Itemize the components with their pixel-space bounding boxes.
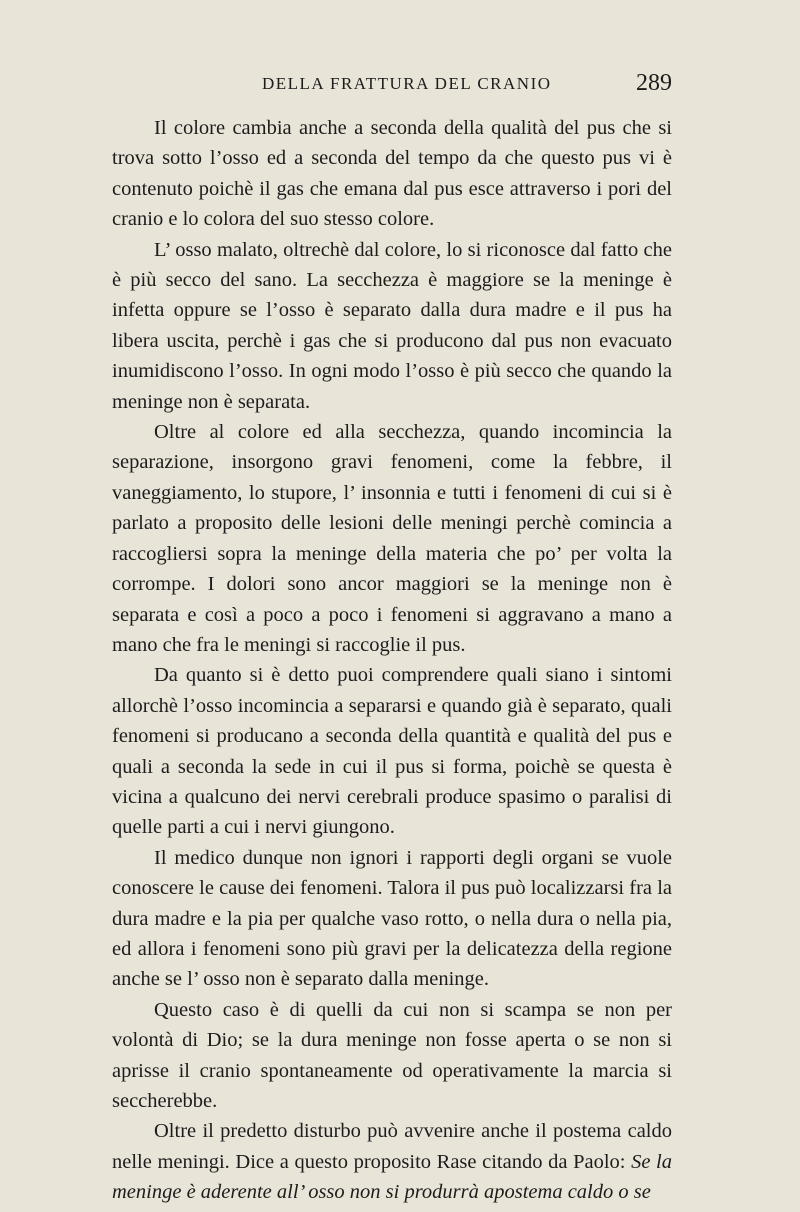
running-head bbox=[112, 70, 672, 110]
italic-quotation: Se la meninge è aderente all’ osso non si produrrà apostema caldo o se bbox=[112, 1150, 672, 1204]
paragraph: Questo caso è di quelli da cui non si scampa se non per volontà di Dio; se la dura meninge non fosse aperta o se non si aprisse il cranio spontaneamente od operativamente la marcia si seccherebbe. bbox=[112, 998, 672, 1112]
paragraph: Il colore cambia anche a seconda della qualità del pus che si trova sotto l’osso ed a seconda del tempo da che questo pus vi è contenuto poichè il gas che emana dal pus esce attraverso i pori del cranio e lo colora del suo stesso colore. bbox=[112, 117, 672, 231]
paragraph: Oltre al colore ed alla secchezza, quando incomincia la separazione, insorgono gravi fenomeni, come la febbre, il vaneggiamento, lo stupore, l’ insonnia e tutti i fenomeni di cui si è parlato a proposito delle lesioni delle meningi perchè comincia a raccogliersi sopra la meninge della materia che po’ per volta la corrompe. I dolori sono ancor maggiori se la meninge non è separata e così a poco a poco i fenomeni si aggravano a mano a mano che fra le meningi si raccoglie il pus. bbox=[112, 421, 672, 656]
body-text bbox=[112, 113, 672, 1208]
paragraph: Da quanto si è detto puoi comprendere quali siano i sintomi allorchè l’osso incomincia a separarsi e quando già è separato, quali fenomeni si producano a seconda della quantità e qualità del pus e quali a seconda la sede in cui il pus si forma, poichè se questa è vicina a qualcuno dei nervi cerebrali produce spasimo o paralisi di quelle parti a cui i nervi giungono. bbox=[112, 664, 672, 839]
paragraph: L’ osso malato, oltrechè dal colore, lo si riconosce dal fatto che è più secco del sano. La secchezza è maggiore se la meninge è infetta oppure se l’osso è separato dalla dura madre e il pus ha libera uscita, perchè i gas che si producono dal pus non evacuato inumidiscono l’osso. In ogni modo l’osso è più secco che quando la meninge non è separata. bbox=[112, 238, 672, 413]
paragraph-last bbox=[112, 1116, 672, 1207]
running-title: DELLA FRATTURA DEL CRANIO bbox=[262, 74, 552, 93]
page-number: 289 bbox=[636, 70, 672, 96]
paragraph-text: Oltre il predetto disturbo può avvenire anche il postema caldo nelle meningi. Dice a questo proposito Rase citando da Paolo: bbox=[112, 1120, 672, 1173]
paragraph: Il medico dunque non ignori i rapporti degli organi se vuole conoscere le cause dei fenomeni. Talora il pus può localizzarsi fra la dura madre e la pia per qualche vaso rotto, o nella dura o nella pia, ed allora i fenomeni sono più gravi per la delicatezza della regione anche se l’ osso non è separato dalla meninge. bbox=[112, 846, 672, 991]
